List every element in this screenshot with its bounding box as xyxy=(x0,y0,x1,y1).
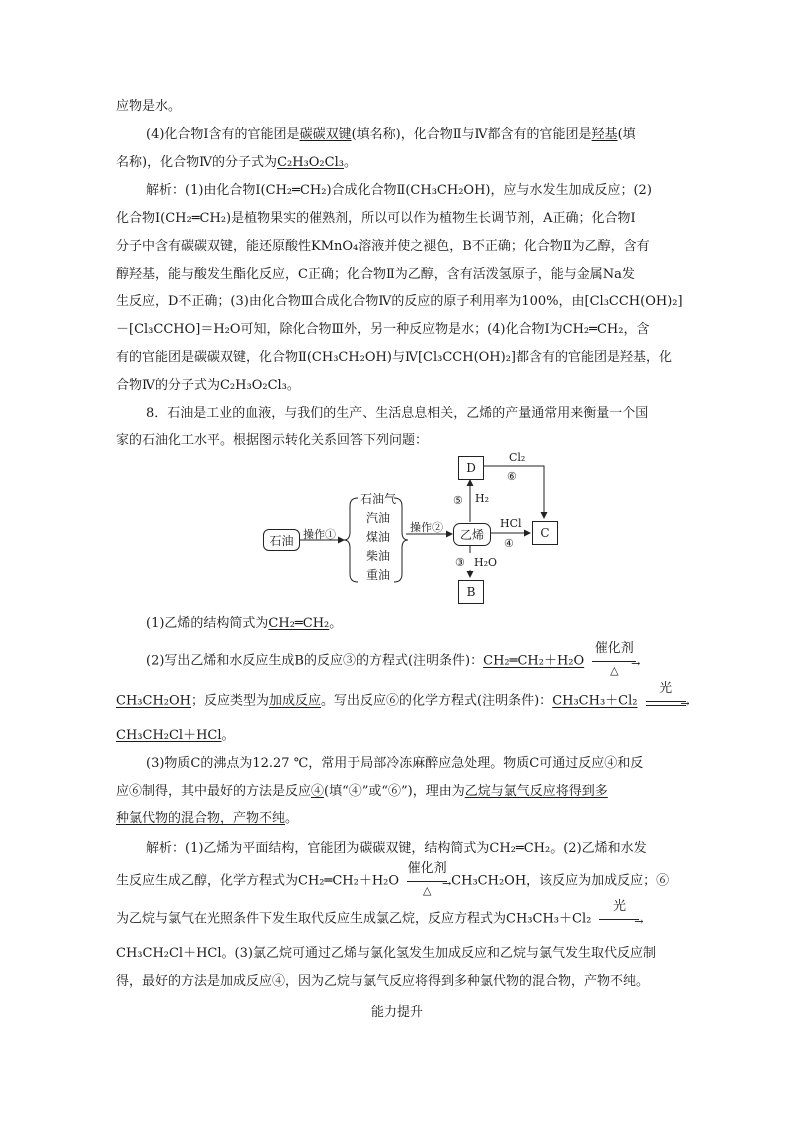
product-item: 煤油 xyxy=(365,530,390,544)
answer-2-line2 xyxy=(116,681,690,711)
label-reaction-5: ⑤ xyxy=(453,494,463,507)
text: 。 xyxy=(343,155,357,170)
answer-blank: 乙烷与氯气反应将得到多 xyxy=(464,784,608,799)
answer-blank: 种氯代物的混合物，产物不纯 xyxy=(116,811,286,826)
question-8-line: 家的石油化工水平。根据图示转化关系回答下列问题： xyxy=(116,433,429,448)
label-op2: 操作② xyxy=(410,521,443,534)
answer-blank: C₂H₃O₂Cl₃ xyxy=(277,155,344,170)
explanation-2-line: CH₃CH₂Cl＋HCl。(3)氯乙烷可通过乙烯与氯化氢发生加成反应和乙烷与氯气发生取代反应制 xyxy=(116,946,656,961)
answer-blank: CH₂═CH₂ xyxy=(268,616,330,631)
answer-blank: CH₃CH₂Cl＋HCl xyxy=(116,728,222,743)
answer-blank: CH₃CH₃＋Cl₂ xyxy=(552,693,638,709)
answer-blank: CH₂═CH₂＋H₂O xyxy=(483,653,585,669)
product-item: 重油 xyxy=(365,568,390,582)
answer-2-line1 xyxy=(146,641,641,677)
heat-symbol: △ xyxy=(610,664,619,677)
node-d: D xyxy=(458,456,484,480)
answer-blank: ④ xyxy=(311,784,325,799)
text: (4)化合物Ⅰ含有的官能团是 xyxy=(146,127,300,142)
node-c: C xyxy=(532,521,558,545)
heat-symbol: △ xyxy=(422,884,432,897)
text: (2)写出乙烯和水反应生成B的反应③的方程式(注明条件)： xyxy=(146,653,484,669)
text: 名称)，化合物Ⅳ的分子式为 xyxy=(116,155,278,170)
arrow-icon: → xyxy=(634,915,644,928)
explanation-line: 有的官能团是碳碳双键，化合物Ⅱ(CH₃CH₂OH)与Ⅳ[Cl₃CCH(OH)₂]都含有的官能团是羟基，化 xyxy=(116,350,672,365)
explanation-2-line: 得，最好的方法是加成反应④，因为乙烷与氯气反应将得到多种氯代物的混合物，产物不纯。 xyxy=(116,974,650,989)
answer-blank: CH₃CH₂OH xyxy=(116,693,191,709)
explanation-line: －[Cl₃CCHO]＝H₂O可知，除化合物Ⅲ外，另一种反应物是水；(4)化合物Ⅰ为CH₂═CH₂，含 xyxy=(116,322,650,337)
answer-3-line2 xyxy=(116,783,608,801)
text: 。 xyxy=(221,728,235,743)
reaction-condition xyxy=(403,861,452,897)
text: 应⑥制得，其中最好的方法是反应 xyxy=(116,784,312,799)
text: (1)乙烯的结构简式为 xyxy=(146,616,269,631)
text: 。 xyxy=(329,616,343,631)
answer-blank: 加成反应 xyxy=(269,693,322,709)
product-item: 汽油 xyxy=(365,511,390,525)
text: (填 xyxy=(617,127,636,142)
reaction-condition xyxy=(595,899,644,928)
section-heading: 能力提升 xyxy=(370,1005,423,1020)
label-hcl: HCl xyxy=(500,517,522,530)
reaction-condition xyxy=(588,641,641,677)
text: 应物是水。 xyxy=(116,99,182,114)
label-h2: H₂ xyxy=(475,492,490,505)
text: (填“④”或“⑥”)，理由为 xyxy=(324,784,465,799)
product-item: 石油气 xyxy=(359,492,396,506)
label-cl2: Cl₂ xyxy=(509,451,526,464)
node-b: B xyxy=(458,580,484,604)
text: 。写出反应⑥的化学方程式(注明条件)： xyxy=(321,693,553,709)
arrow-icon: → xyxy=(441,877,452,890)
explanation-line: 合物Ⅳ的分子式为C₂H₃O₂Cl₃。 xyxy=(116,378,300,393)
label-reaction-4: ④ xyxy=(504,537,514,550)
answer-blank: 羟基 xyxy=(591,127,618,142)
explanation-line: 解析：(1)由化合物Ⅰ(CH₂═CH₂)合成化合物Ⅱ(CH₃CH₂OH)，应与水发生加成反应；(2) xyxy=(146,183,652,198)
reaction-condition xyxy=(642,681,690,710)
question-8-line: 8．石油是工业的血液，与我们的生产、生活息息相关，乙烯的产量通常用来衡量一个国 xyxy=(146,406,649,421)
label-op1: 操作① xyxy=(303,528,336,541)
text: 为乙烷与氯气在光照条件下发生取代反应生成氯乙烷，反应方程式为CH₃CH₃＋Cl₂ xyxy=(116,911,592,927)
explanation-2-line xyxy=(116,899,644,929)
explanation-2-line xyxy=(116,861,670,897)
text: (填名称)，化合物Ⅱ与Ⅳ都含有的官能团是 xyxy=(351,127,592,142)
node-petroleum: 石油 xyxy=(263,529,300,551)
label-reaction-3: ③ xyxy=(455,556,465,569)
answer-1 xyxy=(146,615,342,633)
arrow-icon: → xyxy=(631,657,641,670)
light-label: 光 xyxy=(612,899,626,914)
answer-blank: 碳碳双键 xyxy=(299,127,352,142)
light-label: 光 xyxy=(659,681,673,696)
text: CH₃CH₂OH，该反应为加成反应；⑥ xyxy=(451,873,670,889)
text: 。 xyxy=(285,811,299,826)
label-h2o: H₂O xyxy=(474,556,498,569)
answer-3-line1: (3)物质C的沸点为12.27 ℃，常用于局部冷冻麻醉应急处理。物质C可通过反应④和反 xyxy=(146,756,644,771)
explanation-line: 化合物Ⅰ(CH₂═CH₂)是植物果实的催熟剂，所以可以作为植物生长调节剂，A正确；化合物Ⅰ xyxy=(116,211,636,226)
catalyst-label: 催化剂 xyxy=(594,641,634,656)
explanation-line: 分子中含有碳碳双键，能还原酸性KMnO₄溶液并使之褪色，B不正确；化合物Ⅱ为乙醇，含有 xyxy=(116,239,650,254)
node-ethylene: 乙烯 xyxy=(453,523,491,546)
catalyst-label: 催化剂 xyxy=(407,861,447,876)
arrow-icon: → xyxy=(680,697,690,710)
text: 生反应生成乙醇，化学方程式为CH₂═CH₂＋H₂O xyxy=(116,873,400,889)
text: ；反应类型为 xyxy=(191,693,270,709)
answer-3-line3 xyxy=(116,810,298,828)
explanation-line: 醇羟基，能与酸发生酯化反应，C正确；化合物Ⅱ为乙醇，含有活泼氢原子，能与金属Na发 xyxy=(116,267,635,282)
product-item: 柴油 xyxy=(365,549,390,563)
explanation-2-line: 解析：(1)乙烯为平面结构，官能团为碳碳双键，结构简式为CH₂═CH₂。(2)乙烯和水发 xyxy=(146,841,647,856)
label-reaction-6: ⑥ xyxy=(507,470,517,483)
explanation-line: 生反应，D不正确；(3)由化合物Ⅲ合成化合物Ⅳ的反应的原子利用率为100%，由[Cl₃CCH(OH)₂] xyxy=(116,294,683,309)
answer-2-line3 xyxy=(116,727,235,745)
product-list xyxy=(356,490,400,585)
